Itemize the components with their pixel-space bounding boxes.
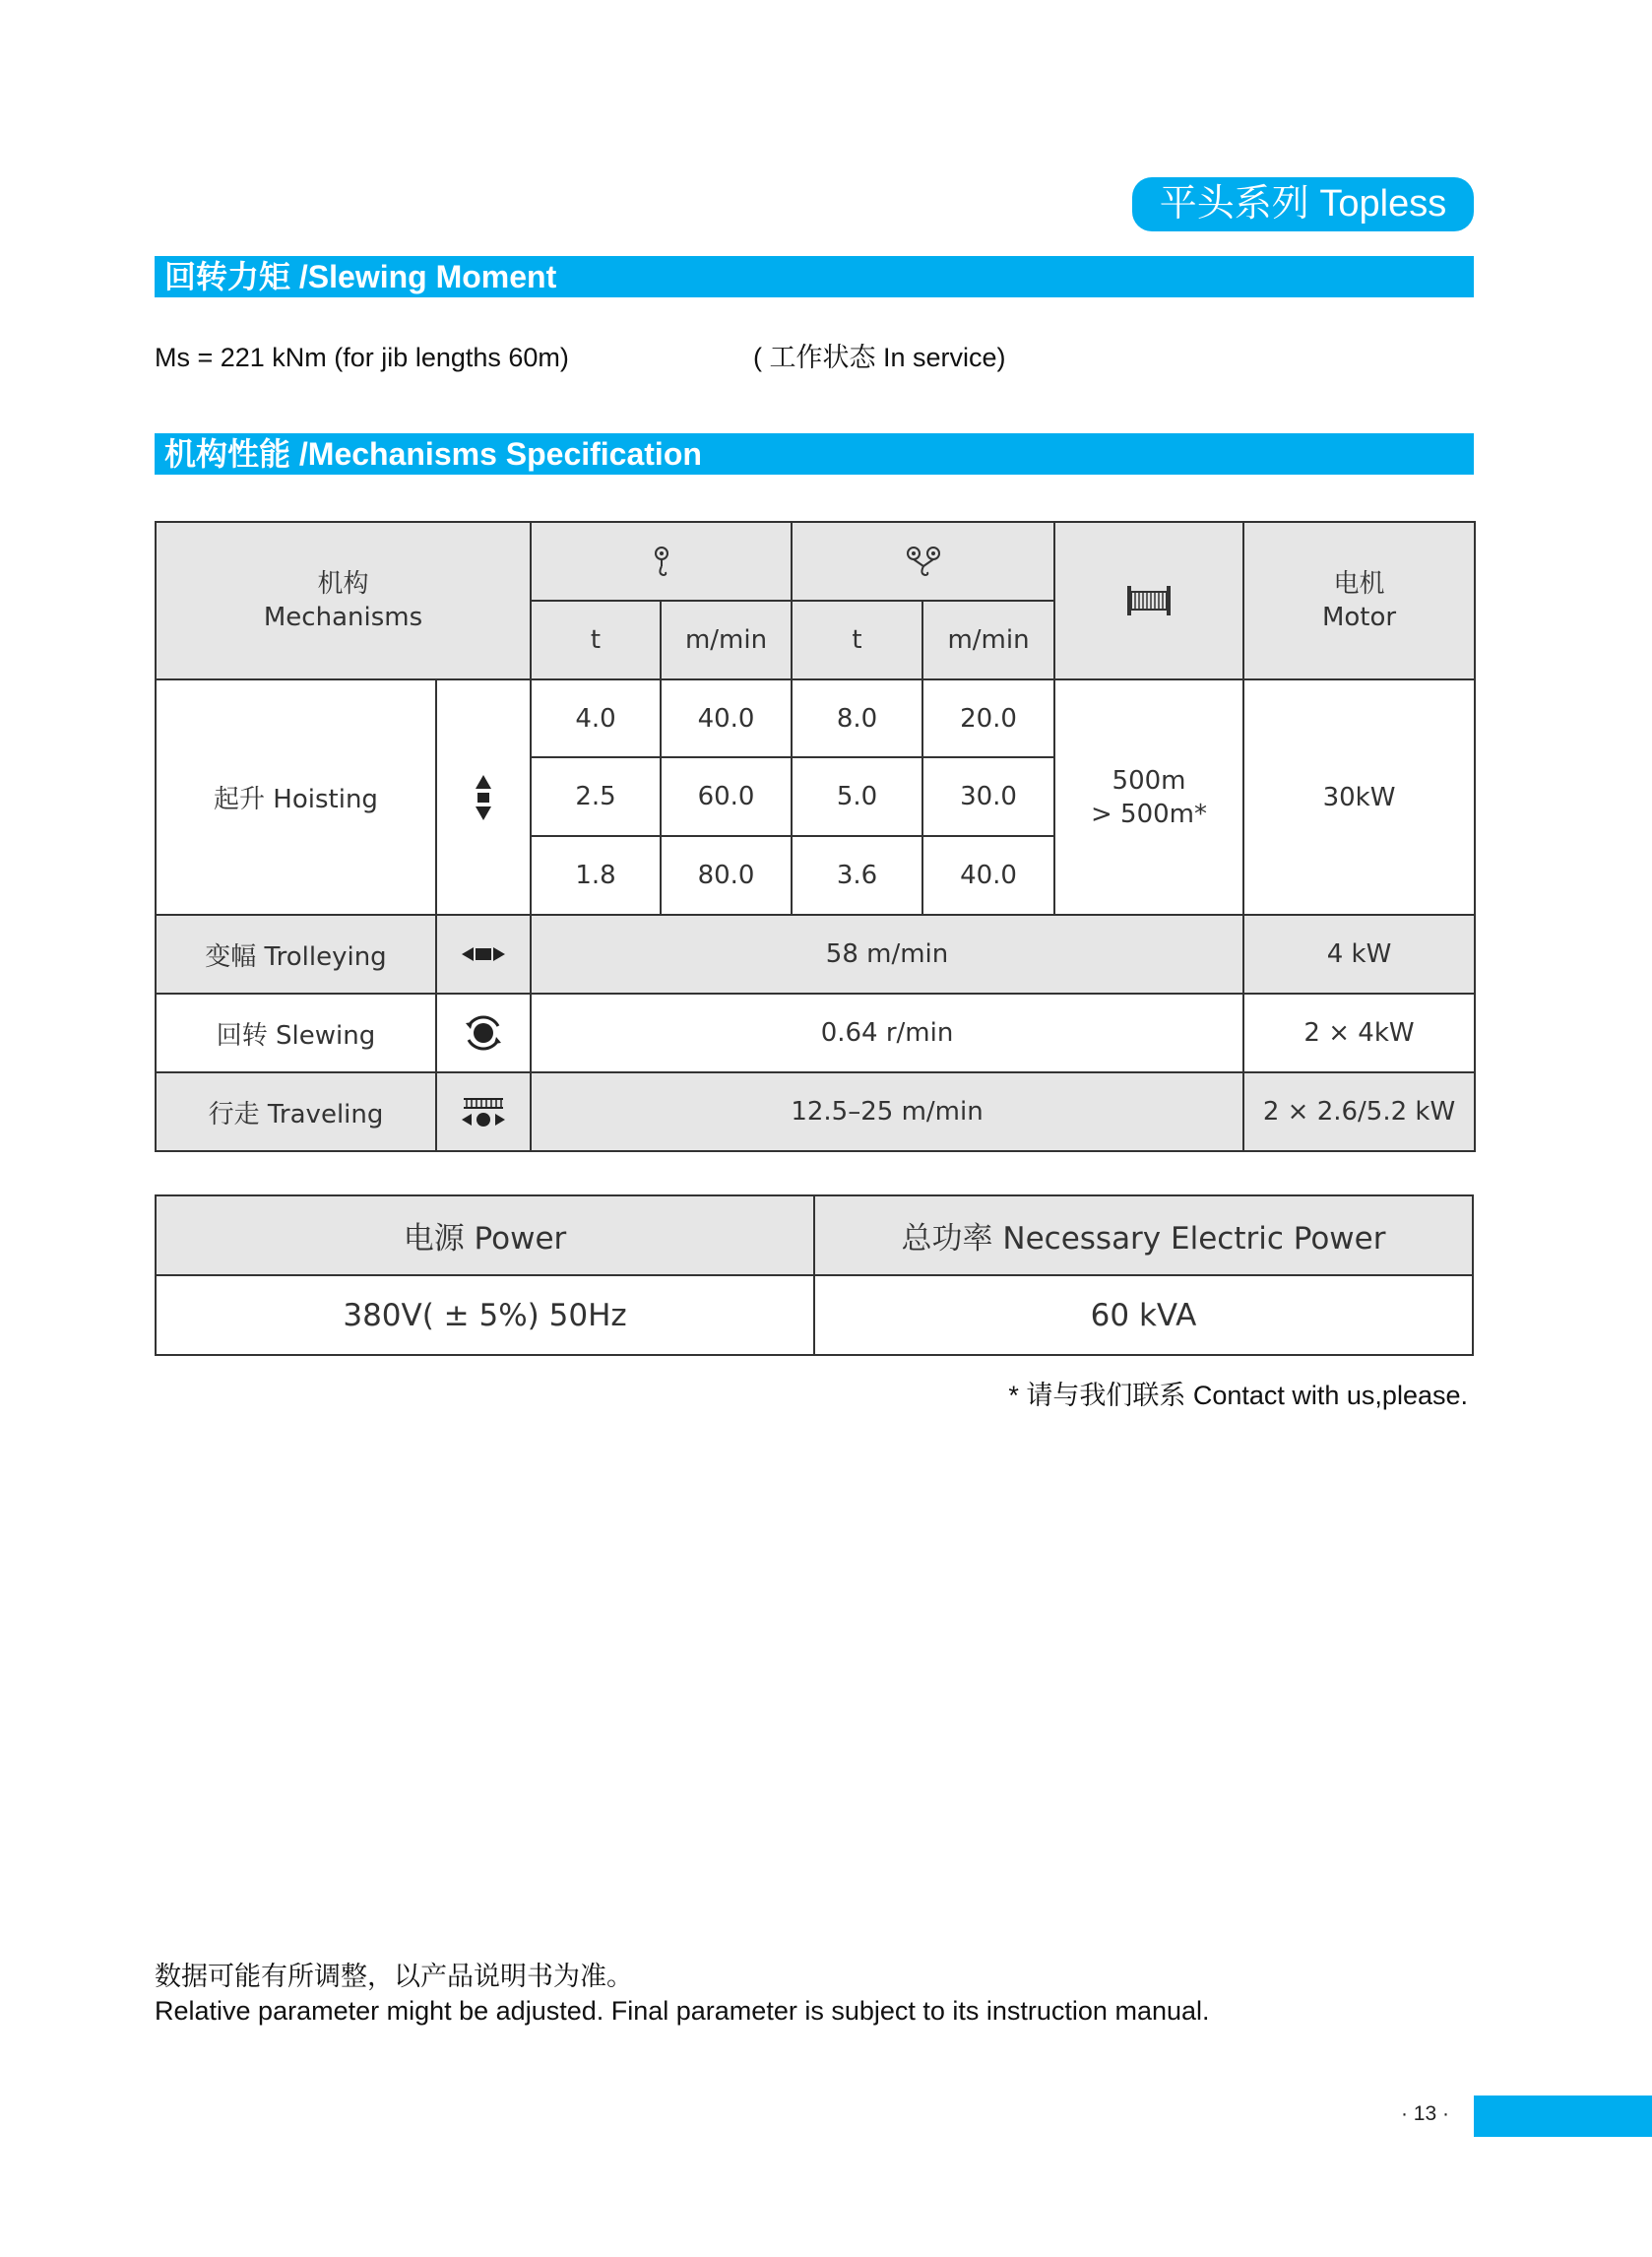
hoist-row2-t1: 2.5 [531, 757, 661, 836]
slewing-moment-title: 回转力矩 /Slewing Moment [155, 256, 1474, 297]
single-fall-hook-icon [649, 545, 674, 578]
mechanisms-table [155, 521, 1476, 1152]
hoist-row3-t2: 3.6 [792, 836, 922, 915]
single-fall-header [531, 522, 792, 601]
hoist-row3-v1: 80.0 [661, 836, 792, 915]
rope-drum-icon [1125, 584, 1173, 617]
trolleying-icon-cell [436, 915, 531, 994]
service-state: ( 工作状态 In service) [753, 343, 1006, 372]
footnote-en: Relative parameter might be adjusted. Final parameter is subject to its instruction manual. [155, 1996, 1210, 2026]
hoisting-label: 起升 Hoisting [156, 679, 436, 915]
trolleying-speed: 58 m/min [531, 915, 1243, 994]
unit-t-2: t [792, 601, 922, 679]
hoist-row2-v2: 30.0 [922, 757, 1054, 836]
traveling-icon-cell [436, 1072, 531, 1151]
traveling-motor: 2 × 2.6/5.2 kW [1243, 1072, 1475, 1151]
total-power-value: 60 kVA [814, 1275, 1473, 1355]
hoisting-motor: 30kW [1243, 679, 1475, 915]
rope-capacity-line2: > 500m* [1091, 799, 1208, 829]
motor-header-en: Motor [1321, 603, 1397, 632]
hoisting-icon-cell [436, 679, 531, 915]
trolley-arrows-icon [462, 946, 505, 962]
motor-header-cn: 电机 [1333, 569, 1385, 599]
page-number: · 13 · [1400, 2102, 1449, 2125]
total-power-label: 总功率 Necessary Electric Power [814, 1195, 1473, 1275]
slewing-icon-cell [436, 994, 531, 1072]
slewing-moment-value: Ms = 221 kNm (for jib lengths 60m) [155, 343, 569, 372]
trolleying-label: 变幅 Trolleying [156, 915, 436, 994]
mechanisms-header-cn: 机构 [317, 569, 369, 599]
hoist-row1-v2: 20.0 [922, 679, 1054, 757]
rope-drum-header [1054, 522, 1243, 679]
traveling-label: 行走 Traveling [156, 1072, 436, 1151]
trolleying-motor: 4 kW [1243, 915, 1475, 994]
power-label: 电源 Power [156, 1195, 814, 1275]
unit-speed-2: m/min [922, 601, 1054, 679]
hoist-row2-v1: 60.0 [661, 757, 792, 836]
series-badge: 平头系列 Topless [1132, 177, 1474, 231]
hoist-row1-t2: 8.0 [792, 679, 922, 757]
traveling-icon [462, 1096, 505, 1128]
motor-header [1243, 522, 1475, 679]
mechanisms-header-en: Mechanisms [263, 603, 423, 632]
power-table [155, 1194, 1474, 1356]
hoist-row3-v2: 40.0 [922, 836, 1054, 915]
unit-speed-1: m/min [661, 601, 792, 679]
slewing-motor: 2 × 4kW [1243, 994, 1475, 1072]
hoist-arrows-icon [475, 775, 492, 820]
slewing-label: 回转 Slewing [156, 994, 436, 1072]
footnote-cn: 数据可能有所调整，以产品说明书为准。 [155, 1962, 633, 1991]
hoist-row2-t2: 5.0 [792, 757, 922, 836]
rope-capacity-line1: 500m [1112, 765, 1186, 796]
double-fall-header [792, 522, 1054, 601]
slewing-speed: 0.64 r/min [531, 994, 1243, 1072]
mechanisms-title: 机构性能 /Mechanisms Specification [155, 433, 1474, 475]
slewing-icon [463, 1012, 504, 1054]
traveling-speed: 12.5–25 m/min [531, 1072, 1243, 1151]
power-value: 380V( ± 5%) 50Hz [156, 1275, 814, 1355]
hoist-row1-t1: 4.0 [531, 679, 661, 757]
double-fall-hook-icon [902, 545, 945, 578]
corner-accent-bar [1474, 2096, 1652, 2137]
hoist-row1-v1: 40.0 [661, 679, 792, 757]
rope-capacity [1054, 679, 1243, 915]
mechanisms-header [156, 522, 531, 679]
hoist-row3-t1: 1.8 [531, 836, 661, 915]
contact-note: * 请与我们联系 Contact with us,please. [1008, 1381, 1468, 1410]
unit-t-1: t [531, 601, 661, 679]
footnote [155, 1960, 1210, 2029]
